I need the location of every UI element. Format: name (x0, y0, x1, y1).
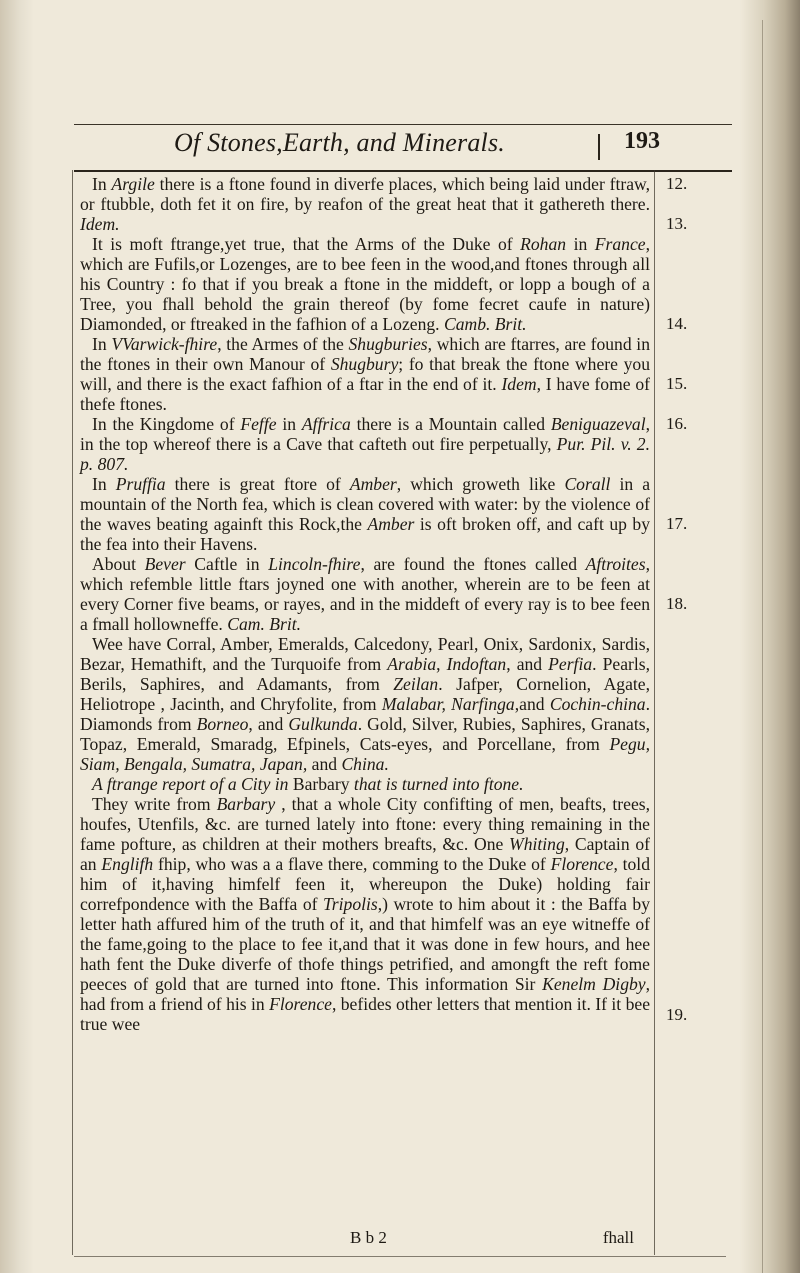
scan-left-margin (0, 0, 34, 1273)
book-page (64, 0, 732, 1273)
marginal-number: 18. (666, 594, 688, 613)
paragraph-argile: In Argile there is a ftone found in diverfe places, which being laid under ftraw, or ftubble, doth fet it on fire, by reafon of the great heat that it gathereth there. Idem. (80, 174, 650, 234)
header-divider (598, 134, 600, 160)
marginal-number: 13. (666, 214, 688, 233)
page-header (64, 128, 732, 168)
marginal-number: 14. (666, 314, 688, 333)
header-rule (74, 170, 732, 172)
text-frame-left-rule (72, 170, 73, 1255)
text-frame-right-rule (654, 170, 655, 1255)
paragraph-warwick: In VVarwick-fhire, the Armes of the Shugburies, which are ftarres, are found in the ftones in their own Manour of Shugbury; fo that break the ftone where you will, and there is the exact fafhion of a ftar in the end of it. Idem, I have fome of thefe ftones. (80, 334, 650, 414)
marginal-number: 17. (666, 514, 688, 533)
section-subheading: A ftrange report of a City in Barbary that is turned into ftone. (92, 774, 524, 794)
page-number: 193 (624, 128, 660, 154)
paragraph-rohan: It is moft ftrange,yet true, that the Arms of the Duke of Rohan in France, which are Fufils,or Lozenges, are to bee feen in the wood,and ftones through all his Country : fo that if you break a ftone in the middeft, or lopp a bough of a Tree, you fhall behold the grain thereof (by fome fecret caufe in nature) Diamonded, or ftreaked in the fafhion of a Lozeng. Camb. Brit. (80, 234, 650, 334)
marginal-number: 15. (666, 374, 688, 393)
running-head: Of Stones,Earth, and Minerals. (174, 128, 505, 157)
paragraph-gems: Wee have Corral, Amber, Emeralds, Calcedony, Pearl, Onix, Sardonix, Sardis, Bezar, Hemathift, and the Turquoife from Arabia, Indoftan, and Perfia. Pearls, Berils, Saphires, and Adamants, from Zeilan. Jafper, Cornelion, Agate, Heliotrope , Jacinth, and Chryfolite, from Malabar, Narfinga,and Cochin-china. Diamonds from Borneo, and Gulkunda. Gold, Silver, Rubies, Saphires, Granats, Topaz, Emerald, Smaradg, Efpinels, Cats-eyes, and Porcellane, from Pegu, Siam, Bengala, Sumatra, Japan, and China. (80, 634, 651, 774)
scan-right-book-edge (740, 0, 800, 1273)
marginal-number: 19. (666, 1005, 688, 1024)
marginal-number: 16. (666, 414, 688, 433)
header-top-rule (74, 124, 732, 125)
signature-mark: B b 2 (350, 1228, 387, 1247)
marginal-number: 12. (666, 174, 688, 193)
paragraph-prussia: In Pruffia there is great ftore of Amber, which groweth like Corall in a mountain of the North fea, which is clean covered with water: by the violence of the waves beating againft this Rock,the Amber is oft broken off, and caft up by the fea into their Havens. (80, 474, 650, 554)
text-frame-bottom-rule (74, 1256, 726, 1257)
paragraph-fesse: In the Kingdome of Feffe in Affrica there is a Mountain called Beniguazeval, in the top whereof there is a Cave that cafteth out fire perpetually, Pur. Pil. v. 2. p. 807. (80, 414, 650, 474)
body-text (80, 174, 650, 1034)
catchword: fhall (602, 1228, 634, 1247)
paragraph-barbary: They write from Barbary , that a whole City confifting of men, beafts, trees, houfes, Utenfils, &c. are turned lately into ftone: every thing remaining in the fame pofture, as children at their mothers breafts, &c. One Whiting, Captain of an Englifh fhip, who was a a flave there, comming to the Duke of Florence, told him of it,having himfelf feen it, whereupon the Duke) holding fair correfpondence with the Baffa of Tripolis,) wrote to him about it : the Baffa by letter hath affured him of the truth of it, and that himfelf was an eye witneffe of the fame,going to the place to fee it,and that it was done in few hours, and hee hath fent the Duke diverfe of thofe things petrified, and amongft the reft fome peeces of gold that are turned into ftone. This information Sir Kenelm Digby, had from a friend of his in Florence, befides other letters that mention it. If it bee true wee (80, 794, 651, 1034)
paragraph-bever: About Bever Caftle in Lincoln-fhire, are found the ftones called Aftroites, which refemble little ftars joyned one with another, wherein are to be feen at every Corner five beams, or rayes, and in the middeft of every ray is to bee feen a fmall hollowneffe. Cam. Brit. (80, 554, 650, 634)
